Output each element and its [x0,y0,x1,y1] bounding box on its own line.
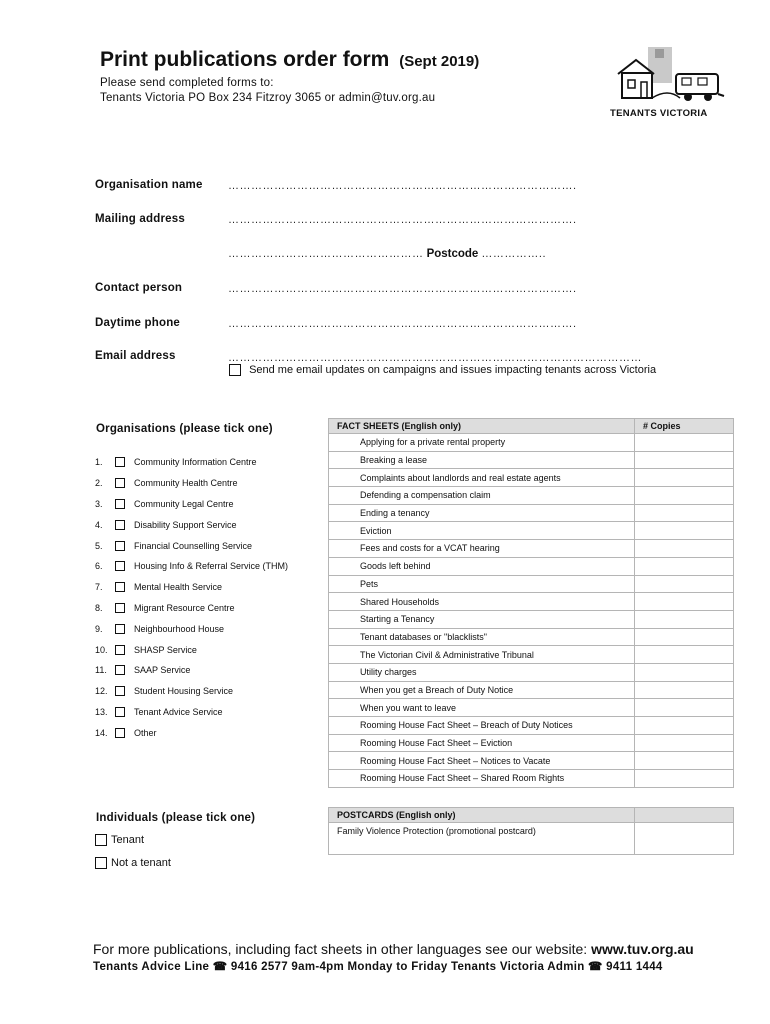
fact-sheet-title: Pets [329,575,635,593]
option-number: 6. [95,561,103,572]
fact-sheet-title: Rooming House Fact Sheet – Breach of Duty Notices [329,717,635,735]
copies-input[interactable] [635,451,734,469]
organisation-checkbox[interactable] [115,624,125,634]
option-number: 14. [95,727,108,738]
table-row [329,434,734,452]
copies-input[interactable] [635,610,734,628]
copies-input[interactable] [635,557,734,575]
organisations-list [95,452,325,743]
organisation-checkbox[interactable] [115,478,125,488]
table-row [329,646,734,664]
table-row [329,504,734,522]
table-row [329,628,734,646]
daytime-phone-label: Daytime phone [95,317,181,329]
tenant-checkbox[interactable] [95,834,107,846]
not-tenant-label: Not a tenant [111,857,171,869]
email-address-label: Email address [95,350,176,362]
fact-sheet-title: Applying for a private rental property [329,434,635,452]
postcards-table [328,807,734,855]
table-row [329,593,734,611]
address-line-2 [228,248,608,260]
organisation-option[interactable] [95,577,325,598]
fact-sheets-header-row [329,419,734,434]
organisation-checkbox[interactable] [115,603,125,613]
organisation-option[interactable] [95,722,325,743]
table-row [329,663,734,681]
fact-sheet-title: Goods left behind [329,557,635,575]
copies-input[interactable] [635,540,734,558]
daytime-phone-field[interactable]: ………………………………………………………………………………. [228,318,577,330]
copies-input[interactable] [635,663,734,681]
title-date: (Sept 2019) [399,53,480,70]
postcards-heading: POSTCARDS (English only) [329,808,635,823]
organisation-label: SHASP Service [134,644,197,655]
organisation-checkbox[interactable] [115,728,125,738]
option-number: 11. [95,665,107,676]
postcode-field[interactable]: …………….. [481,248,547,260]
table-row [329,681,734,699]
organisation-checkbox[interactable] [115,457,125,467]
fact-sheet-title: Tenant databases or "blacklists" [329,628,635,646]
mailing-address-field-2[interactable]: …………………………………………… [228,248,424,260]
email-updates-label: Send me email updates on campaigns and issues impacting tenants across Victoria [249,364,657,376]
organisation-label: Community Health Centre [134,478,238,489]
fact-sheet-title: Breaking a lease [329,451,635,469]
organisation-label: Migrant Resource Centre [134,602,235,613]
postcard-title: Family Violence Protection (promotional postcard) [329,823,635,855]
option-number: 1. [95,457,103,468]
contact-person-field[interactable]: ………………………………………………………………………………. [228,283,577,295]
option-number: 3. [95,498,103,509]
fact-sheet-title: Complaints about landlords and real estate agents [329,469,635,487]
fact-sheet-title: Starting a Tenancy [329,610,635,628]
copies-input[interactable] [635,717,734,735]
table-row [329,770,734,788]
postcards-header-row [329,808,734,823]
logo-text: TENANTS VICTORIA [610,108,708,119]
organisation-label: Other [134,727,157,738]
fact-sheet-title: The Victorian Civil & Administrative Tribunal [329,646,635,664]
option-number: 8. [95,602,103,613]
organisation-option[interactable] [95,452,325,473]
intro-line-1: Please send completed forms to: [100,77,274,89]
fact-sheet-title: Rooming House Fact Sheet – Shared Room Rights [329,770,635,788]
fact-sheet-title: Defending a compensation claim [329,487,635,505]
fact-sheet-title: When you want to leave [329,699,635,717]
fact-sheets-table [328,418,734,788]
option-number: 10. [95,644,108,655]
organisation-name-label: Organisation name [95,179,203,191]
option-number: 7. [95,582,103,593]
copies-input[interactable] [635,699,734,717]
table-row [329,823,734,855]
footer-text: For more publications, including fact sheets in other languages see our website: [93,941,588,957]
organisation-option[interactable] [95,473,325,494]
table-row [329,610,734,628]
organisation-option[interactable] [95,514,325,535]
organisation-label: Student Housing Service [134,686,234,697]
organisation-label: Disability Support Service [134,519,237,530]
fact-sheet-title: Shared Households [329,593,635,611]
table-row [329,752,734,770]
organisation-label: Neighbourhood House [134,623,225,634]
fact-sheet-title: Rooming House Fact Sheet – Notices to Vacate [329,752,635,770]
copies-input[interactable] [635,734,734,752]
fact-sheets-heading: FACT SHEETS (English only) [329,419,635,434]
organisation-option[interactable] [95,494,325,515]
copies-input[interactable] [635,434,734,452]
intro-line-2: Tenants Victoria PO Box 234 Fitzroy 3065 or admin@tuv.org.au [100,92,436,104]
organisation-option[interactable] [95,681,325,702]
fact-sheet-title: When you get a Breach of Duty Notice [329,681,635,699]
copies-input[interactable] [635,487,734,505]
organisation-option[interactable] [95,702,325,723]
individual-option-not-tenant[interactable] [95,857,171,869]
organisation-checkbox[interactable] [115,582,125,592]
footer-website-line [93,941,694,957]
option-number: 5. [95,540,103,551]
email-updates-checkbox[interactable] [229,364,241,376]
organisation-checkbox[interactable] [115,686,125,696]
tenant-label: Tenant [111,834,145,846]
table-row [329,540,734,558]
copies-input[interactable] [635,522,734,540]
organisation-name-field[interactable]: ………………………………………………………………………………. [228,180,577,192]
copies-input[interactable] [635,752,734,770]
organisation-checkbox[interactable] [115,707,125,717]
fact-sheet-title: Fees and costs for a VCAT hearing [329,540,635,558]
individuals-heading: Individuals (please tick one) [96,812,256,824]
table-row [329,734,734,752]
copies-input[interactable] [635,823,734,855]
title-text: Print publications order form [100,48,390,71]
contact-person-label: Contact person [95,282,183,294]
copies-input[interactable] [635,770,734,788]
organisation-label: SAAP Service [134,665,191,676]
copies-input[interactable] [635,504,734,522]
footer-contact-line: Tenants Advice Line ☎ 9416 2577 9am-4pm Monday to Friday Tenants Victoria Admin ☎ 9411 1444 [93,961,663,973]
organisation-option[interactable] [95,618,325,639]
mailing-address-label: Mailing address [95,213,185,225]
table-row [329,487,734,505]
option-number: 2. [95,478,103,489]
website-link[interactable]: www.tuv.org.au [591,941,694,957]
organisation-option[interactable] [95,639,325,660]
copies-input[interactable] [635,575,734,593]
fact-sheet-title: Eviction [329,522,635,540]
option-number: 9. [95,623,103,634]
postcards-copies-header [635,808,734,823]
table-row [329,717,734,735]
table-row [329,469,734,487]
page-title [100,48,479,72]
fact-sheet-title: Rooming House Fact Sheet – Eviction [329,734,635,752]
option-number: 4. [95,519,103,530]
organisation-checkbox[interactable] [115,561,125,571]
email-address-field[interactable]: ……………………………………………………………………………………………… [228,352,642,364]
organisation-checkbox[interactable] [115,541,125,551]
intro [100,76,435,106]
organisation-label: Tenant Advice Service [134,706,223,717]
organisations-heading: Organisations (please tick one) [96,423,273,435]
copies-input[interactable] [635,646,734,664]
organisation-option[interactable] [95,556,325,577]
organisation-option[interactable] [95,660,325,681]
email-updates-option[interactable] [229,364,656,376]
copies-input[interactable] [635,681,734,699]
not-tenant-checkbox[interactable] [95,857,107,869]
mailing-address-field[interactable]: ………………………………………………………………………………. [228,214,577,226]
organisation-checkbox[interactable] [115,665,125,675]
copies-input[interactable] [635,593,734,611]
organisation-label: Community Information Centre [134,457,257,468]
organisation-checkbox[interactable] [115,499,125,509]
organisation-checkbox[interactable] [115,645,125,655]
table-row [329,575,734,593]
organisation-label: Community Legal Centre [134,498,234,509]
table-row [329,699,734,717]
organisation-option[interactable] [95,598,325,619]
organisation-label: Financial Counselling Service [134,540,253,551]
copies-input[interactable] [635,469,734,487]
organisation-option[interactable] [95,535,325,556]
organisation-checkbox[interactable] [115,520,125,530]
option-number: 12. [95,686,108,697]
table-row [329,451,734,469]
individual-option-tenant[interactable] [95,834,144,846]
table-row [329,557,734,575]
organisation-label: Mental Health Service [134,582,223,593]
copies-input[interactable] [635,628,734,646]
organisation-label: Housing Info & Referral Service (THM) [134,561,289,572]
postcode-label: Postcode [426,248,479,260]
option-number: 13. [95,706,108,717]
fact-sheet-title: Ending a tenancy [329,504,635,522]
copies-heading: # Copies [635,419,734,434]
fact-sheet-title: Utility charges [329,663,635,681]
table-row [329,522,734,540]
